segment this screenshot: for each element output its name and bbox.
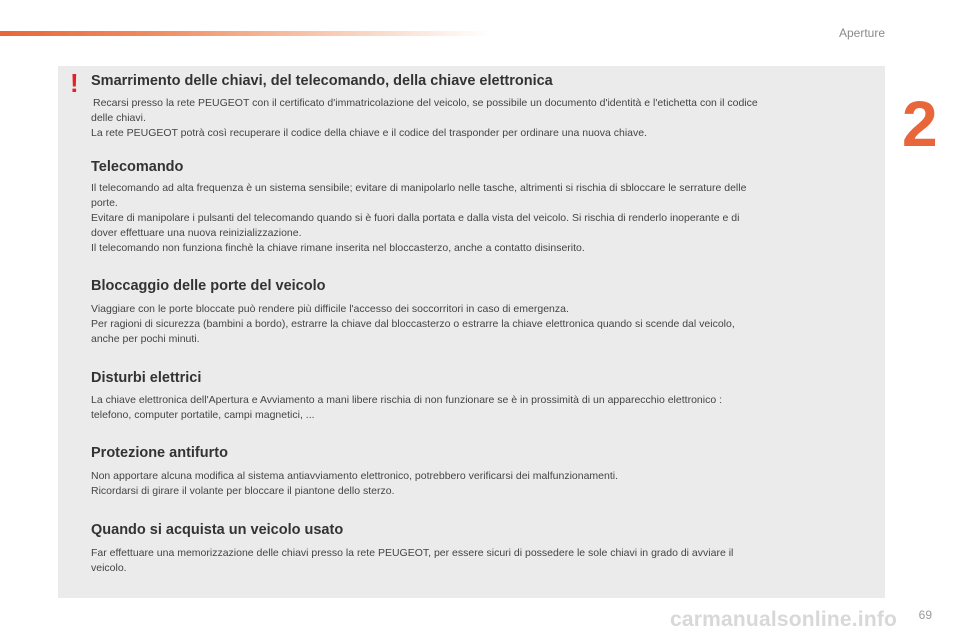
section-text-disturbi: [91, 393, 881, 423]
section-title-disturbi: Disturbi elettrici: [91, 370, 202, 386]
text-line: La chiave elettronica dell'Apertura e Avviamento a mani libere rischia di non funzionare se è in prossimità di un apparecchio elettronico :: [91, 394, 722, 406]
text-line: Il telecomando ad alta frequenza è un sistema sensibile; evitare di manipolarlo nelle tasche, altrimenti si rischia di sbloccare le serrature delle: [91, 182, 747, 194]
header-accent-bar: [0, 31, 490, 36]
section-title-antifurto: Protezione antifurto: [91, 445, 228, 461]
text-line: Ricordarsi di girare il volante per bloccare il piantone dello sterzo.: [91, 485, 395, 497]
text-line: telefono, computer portatile, campi magnetici, ...: [91, 409, 315, 421]
warning-icon: !: [70, 68, 79, 98]
text-line: Il telecomando non funziona finchè la chiave rimane inserita nel bloccasterzo, anche a contatto disinserito.: [91, 242, 585, 254]
section-text-antifurto: [91, 469, 881, 499]
text-line: Per ragioni di sicurezza (bambini a bordo), estrarre la chiave dal bloccasterzo o estrarre la chiave elettronica quando si scende dal veicolo,: [91, 318, 735, 330]
text-line: porte.: [91, 197, 118, 209]
text-line: Non apportare alcuna modifica al sistema antiavviamento elettronico, potrebbero verificarsi dei malfunzionamenti.: [91, 470, 619, 482]
section-title: Aperture: [838, 26, 885, 40]
chapter-number: 2: [902, 88, 938, 160]
page-number: 69: [918, 608, 932, 622]
text-line: La rete PEUGEOT potrà così recuperare il codice della chiave e il codice del trasponder per ordinare una nuova chiave.: [91, 127, 648, 139]
text-line: delle chiavi.: [91, 112, 146, 124]
section-text-telecomando: [91, 181, 881, 256]
text-line: veicolo.: [91, 562, 127, 574]
section-title-telecomando: Telecomando: [91, 159, 184, 175]
text-line: Recarsi presso la rete PEUGEOT con il certificato d'immatricolazione del veicolo, se possibile un documento d'identità e l'etichetta con il codice: [93, 97, 758, 109]
watermark: carmanualsonline.info: [670, 608, 898, 631]
warning-text: [91, 96, 881, 141]
text-line: Far effettuare una memorizzazione delle chiavi presso la rete PEUGEOT, per essere sicuri di possedere le sole chiavi in grado di avviare il: [91, 547, 734, 559]
text-line: Viaggiare con le porte bloccate può rendere più difficile l'accesso dei soccorritori in caso di emergenza.: [91, 303, 569, 315]
text-line: Evitare di manipolare i pulsanti del telecomando quando si è fuori dalla portata e dalla vista del veicolo. Si rischia di renderlo inoperante e di: [91, 212, 740, 224]
section-text-bloccaggio: [91, 302, 881, 347]
warning-title: Smarrimento delle chiavi, del telecomando, della chiave elettronica: [91, 73, 553, 89]
section-text-usato: [91, 546, 881, 576]
section-title-usato: Quando si acquista un veicolo usato: [91, 522, 344, 538]
section-title-bloccaggio: Bloccaggio delle porte del veicolo: [91, 278, 326, 294]
text-line: dover effettuare una nuova reinizializzazione.: [91, 227, 302, 239]
text-line: anche per pochi minuti.: [91, 333, 200, 345]
